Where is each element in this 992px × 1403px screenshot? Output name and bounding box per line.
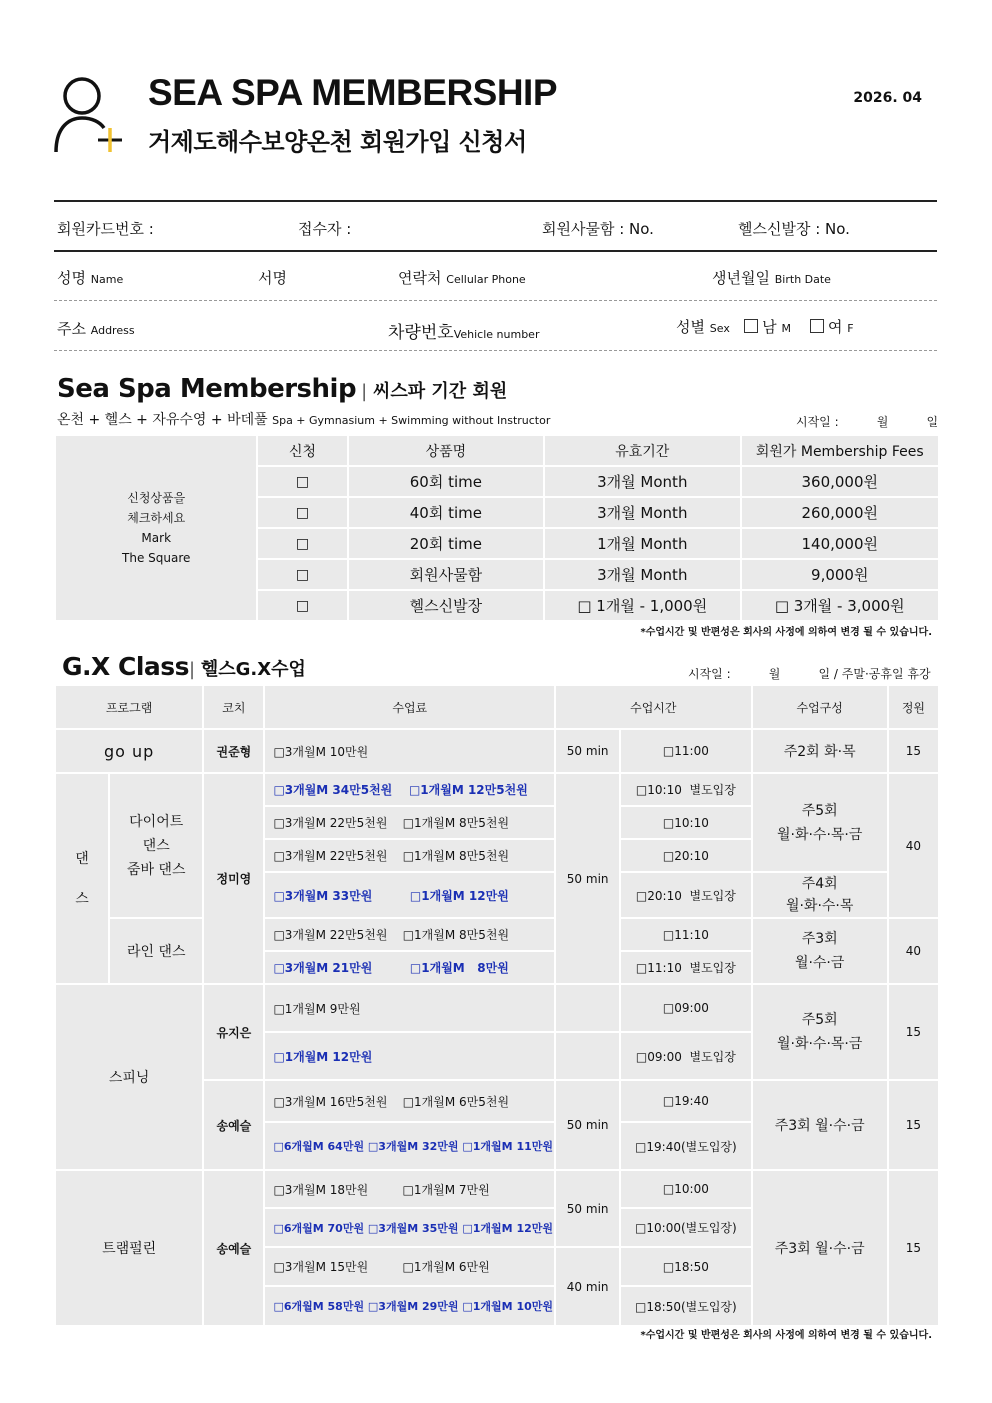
composition: 주4회 월·화·수·목 — [753, 873, 887, 917]
page-title: SEA SPA MEMBERSHIP — [148, 72, 558, 113]
col-header: 프로그램 — [56, 686, 202, 728]
gx-start-date[interactable]: 시작일 : 월 일 / 주말·공휴일 휴강 — [688, 667, 931, 681]
fee-option[interactable]: □1개월M 12만원 — [265, 1033, 554, 1079]
duration: 50 min — [556, 1171, 619, 1246]
composition: 주3회 월·수·금 — [753, 1171, 887, 1325]
coach-name: 유지은 — [204, 985, 263, 1079]
product-fee[interactable]: □ 3개월 - 3,000원 — [742, 591, 938, 620]
name-field[interactable]: 성명 Name — [57, 269, 124, 287]
time-option[interactable]: □19:40(별도입장) — [621, 1123, 750, 1169]
product-period[interactable]: □ 1개월 - 1,000원 — [545, 591, 739, 620]
capacity: 40 — [889, 919, 938, 983]
product-name: 40회 time — [349, 498, 543, 527]
product-fee: 9,000원 — [742, 560, 938, 589]
program-dance: 댄 스 — [56, 774, 108, 983]
duration — [556, 1033, 619, 1079]
phone-field[interactable]: 연락처 Cellular Phone — [398, 269, 526, 287]
locker-field[interactable]: 회원사물함 : No. — [542, 220, 654, 238]
program-goup: go up — [56, 730, 202, 772]
fee-option[interactable]: □3개월M 22만5천원 □1개월M 8만5천원 — [265, 840, 554, 871]
fee-option[interactable]: □3개월M 33만원 □1개월M 12만원 — [265, 873, 554, 917]
fee-option[interactable]: □6개월M 70만원 □3개월M 35만원 □1개월M 12만원 — [265, 1209, 554, 1246]
product-name: 60회 time — [349, 467, 543, 496]
time-option[interactable]: □20:10 — [621, 840, 750, 871]
time-option[interactable]: □11:10 — [621, 919, 750, 950]
receiver-field[interactable]: 접수자 : — [298, 220, 352, 238]
fee-option[interactable]: □3개월M 34만5천원 □1개월M 12만5천원 — [265, 774, 554, 805]
time-option[interactable]: □18:50(별도입장) — [621, 1287, 750, 1325]
vehicle-field[interactable]: 차량번호Vehicle number — [388, 323, 540, 343]
apply-checkbox[interactable]: □ — [258, 498, 346, 527]
fee-option[interactable]: □3개월M 10만원 — [265, 730, 554, 772]
time-option[interactable]: □19:40 — [621, 1081, 750, 1121]
birthdate-field[interactable]: 생년월일 Birth Date — [712, 269, 831, 287]
apply-checkbox[interactable]: □ — [258, 591, 346, 620]
sex-field: 성별 Sex 남 M 여 F — [676, 318, 854, 336]
program-spinning: 스피닝 — [56, 985, 202, 1169]
time-option[interactable]: □11:10 별도입장 — [621, 952, 750, 983]
col-header: 회원가 Membership Fees — [742, 436, 938, 465]
gx-section-title: G.X Class| 헬스G.X수업 — [62, 652, 306, 681]
col-header: 유효기간 — [545, 436, 739, 465]
gx-table — [54, 684, 940, 1327]
time-option[interactable]: □10:10 — [621, 807, 750, 838]
table-row — [56, 1171, 938, 1207]
product-period: 3개월 Month — [545, 560, 739, 589]
program-diet-dance: 다이어트 댄스 줌바 댄스 — [110, 774, 202, 917]
program-line-dance: 라인 댄스 — [110, 919, 202, 983]
capacity: 15 — [889, 1171, 938, 1325]
capacity: 15 — [889, 730, 938, 772]
table-row — [56, 774, 938, 805]
spa-side-label: 신청상품을 체크하세요 Mark The Square — [56, 436, 256, 620]
composition: 주5회 월·화·수·목·금 — [753, 774, 887, 871]
time-option[interactable]: □09:00 — [621, 985, 750, 1031]
time-option[interactable]: □10:00(별도입장) — [621, 1209, 750, 1246]
col-header: 신청 — [258, 436, 346, 465]
table-row — [56, 985, 938, 1031]
capacity: 15 — [889, 1081, 938, 1169]
product-name: 20회 time — [349, 529, 543, 558]
coach-name: 권준형 — [204, 730, 263, 772]
product-name: 헬스신발장 — [349, 591, 543, 620]
product-fee: 260,000원 — [742, 498, 938, 527]
composition: 주3회 월·수·금 — [753, 919, 887, 983]
capacity: 15 — [889, 985, 938, 1079]
composition: 주5회 월·화·수·목·금 — [753, 985, 887, 1079]
coach-name: 송예슬 — [204, 1081, 263, 1169]
fee-option[interactable]: □3개월M 22만5천원 □1개월M 8만5천원 — [265, 919, 554, 950]
product-fee: 360,000원 — [742, 467, 938, 496]
duration: 50 min — [556, 730, 619, 772]
time-option[interactable]: □09:00 별도입장 — [621, 1033, 750, 1079]
fee-option[interactable]: □3개월M 18만원 □1개월M 7만원 — [265, 1171, 554, 1207]
duration: 50 min — [556, 1081, 619, 1169]
fee-option[interactable]: □6개월M 58만원 □3개월M 29만원 □1개월M 10만원 — [265, 1287, 554, 1325]
capacity: 40 — [889, 774, 938, 917]
time-option[interactable]: □20:10 별도입장 — [621, 873, 750, 917]
product-name: 회원사물함 — [349, 560, 543, 589]
fee-option[interactable]: □3개월M 21만원 □1개월M 8만원 — [265, 952, 554, 983]
col-header: 코치 — [204, 686, 263, 728]
divider — [54, 250, 937, 252]
shoe-locker-field[interactable]: 헬스신발장 : No. — [738, 220, 850, 238]
coach-name: 송예슬 — [204, 1171, 263, 1325]
spa-note: *수업시간 및 반편성은 회사의 사정에 의하여 변경 될 수 있습니다. — [640, 627, 932, 638]
product-period: 1개월 Month — [545, 529, 739, 558]
card-number-field[interactable]: 회원카드번호 : — [57, 220, 154, 238]
fee-option[interactable]: □6개월M 64만원 □3개월M 32만원 □1개월M 11만원 — [265, 1123, 554, 1169]
fee-option[interactable]: □3개월M 15만원 □1개월M 6만원 — [265, 1248, 554, 1285]
fee-option[interactable]: □3개월M 16만5천원 □1개월M 6만5천원 — [265, 1081, 554, 1121]
page-subtitle: 거제도해수보양온천 회원가입 신청서 — [148, 128, 527, 156]
spa-table — [54, 434, 940, 622]
col-header: 수업시간 — [556, 686, 750, 728]
col-header: 수업구성 — [753, 686, 887, 728]
col-header: 수업료 — [265, 686, 554, 728]
time-option[interactable]: □10:00 — [621, 1171, 750, 1207]
product-fee: 140,000원 — [742, 529, 938, 558]
member-icon — [52, 74, 124, 154]
fee-option[interactable]: □3개월M 22만5천원 □1개월M 8만5천원 — [265, 807, 554, 838]
apply-checkbox[interactable]: □ — [258, 529, 346, 558]
spa-subtitle: 온천 + 헬스 + 자유수영 + 바데풀 Spa + Gymnasium + Swimming without Instructor — [57, 412, 551, 428]
apply-checkbox[interactable]: □ — [258, 560, 346, 589]
gx-note: *수업시간 및 반편성은 회사의 사정에 의하여 변경 될 수 있습니다. — [640, 1330, 932, 1341]
male-checkbox[interactable] — [744, 319, 758, 333]
product-period: 3개월 Month — [545, 467, 739, 496]
time-option[interactable]: □18:50 — [621, 1248, 750, 1285]
coach-name: 정미영 — [204, 774, 263, 983]
time-option[interactable]: □11:00 — [621, 730, 750, 772]
address-field[interactable]: 주소 Address — [57, 320, 135, 338]
female-checkbox[interactable] — [810, 319, 824, 333]
composition: 주2회 화·목 — [753, 730, 887, 772]
composition: 주3회 월·수·금 — [753, 1081, 887, 1169]
divider — [54, 300, 937, 301]
apply-checkbox[interactable]: □ — [258, 467, 346, 496]
spa-start-date[interactable]: 시작일 : 월 일 — [796, 415, 939, 429]
divider — [54, 200, 937, 202]
table-row — [56, 730, 938, 772]
product-period: 3개월 Month — [545, 498, 739, 527]
table-row — [56, 919, 938, 950]
col-header: 상품명 — [349, 436, 543, 465]
duration: 40 min — [556, 1248, 619, 1325]
spa-section-title: Sea Spa Membership | 씨스파 기간 회원 — [57, 374, 508, 404]
fee-option[interactable]: □1개월M 9만원 — [265, 985, 554, 1031]
time-option[interactable]: □10:10 별도입장 — [621, 774, 750, 805]
duration: 50 min — [556, 774, 619, 983]
form-date: 2026. 04 — [853, 90, 922, 106]
divider — [54, 350, 937, 351]
program-trampoline: 트램펄린 — [56, 1171, 202, 1325]
signature-field[interactable]: 서명 — [258, 269, 287, 287]
duration — [556, 985, 619, 1031]
col-header: 정원 — [889, 686, 938, 728]
